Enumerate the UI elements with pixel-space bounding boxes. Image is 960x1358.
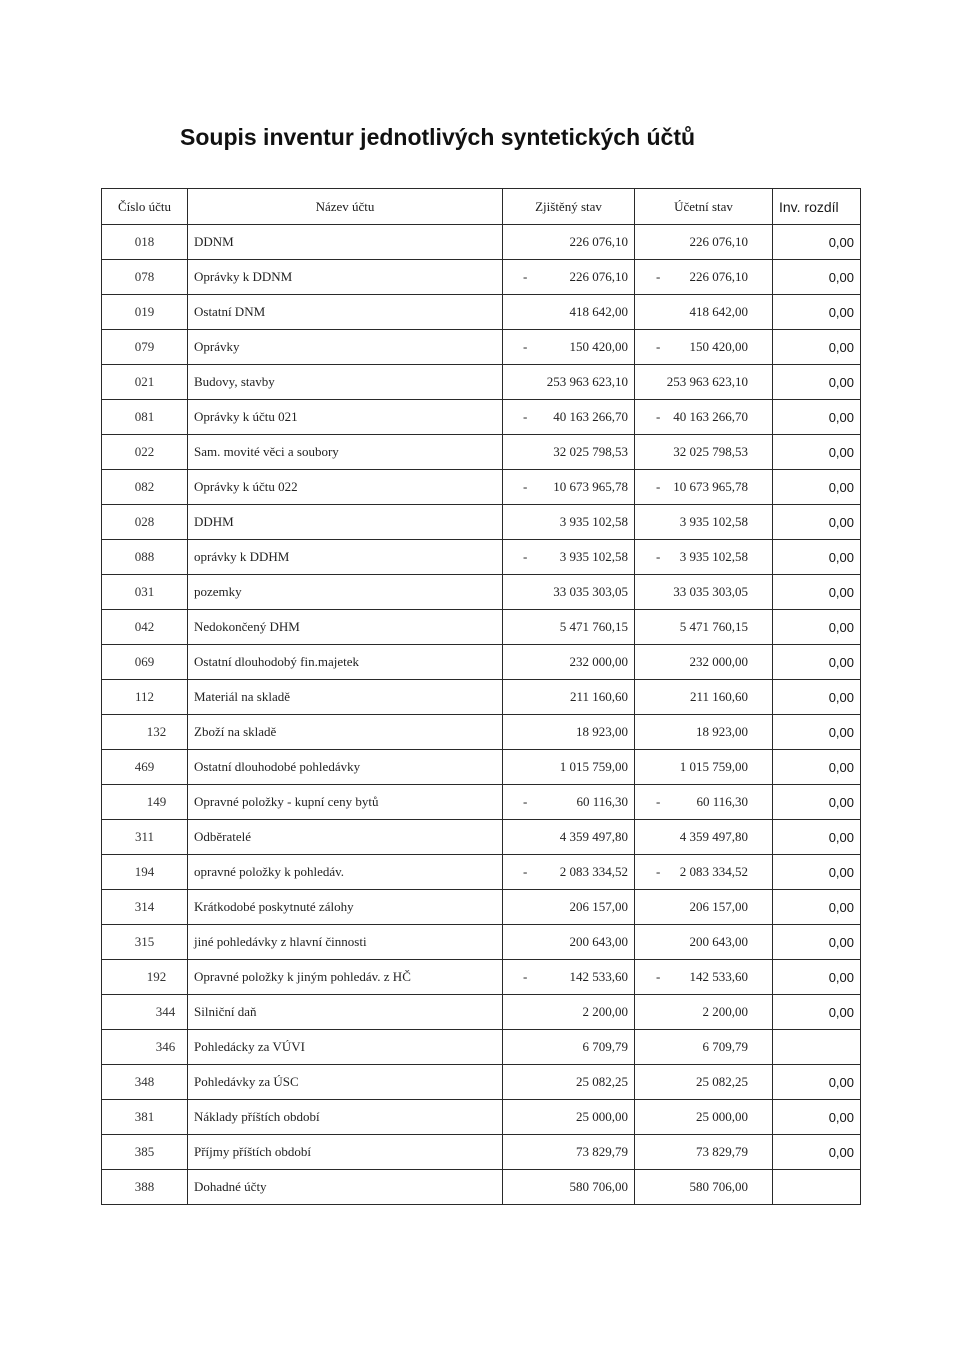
account-number: 069: [102, 645, 188, 680]
found-state-cell: [503, 505, 635, 540]
accounting-value: 2 200,00: [702, 1004, 748, 1019]
table-row: [102, 925, 861, 960]
account-number: 344: [102, 995, 188, 1030]
inventory-difference: 0,00: [773, 1100, 861, 1135]
accounting-state-cell: [635, 225, 773, 260]
account-name: Příjmy příštích období: [188, 1135, 503, 1170]
table-row: [102, 610, 861, 645]
found-sign: -: [523, 269, 528, 284]
accounting-state-cell: [635, 1170, 773, 1205]
accounting-sign: -: [656, 339, 661, 354]
account-number: 019: [102, 295, 188, 330]
accounting-value: 18 923,00: [696, 724, 748, 739]
found-value: 40 163 266,70: [553, 409, 628, 424]
account-number: 149: [102, 785, 188, 820]
account-number: 194: [102, 855, 188, 890]
account-number: 079: [102, 330, 188, 365]
found-value: 150 420,00: [569, 339, 628, 354]
found-state-cell: [503, 960, 635, 995]
table-row: [102, 995, 861, 1030]
account-name: Materiál na skladě: [188, 680, 503, 715]
table-row: [102, 1135, 861, 1170]
account-name: Opravné položky - kupní ceny bytů: [188, 785, 503, 820]
table-row: [102, 470, 861, 505]
account-number: 018: [102, 225, 188, 260]
found-state-cell: [503, 330, 635, 365]
found-state-cell: [503, 820, 635, 855]
found-state-cell: [503, 680, 635, 715]
found-value: 418 642,00: [569, 304, 628, 319]
accounting-state-cell: [635, 995, 773, 1030]
account-name: Sam. movité věci a soubory: [188, 435, 503, 470]
accounting-sign: -: [656, 269, 661, 284]
account-number: 314: [102, 890, 188, 925]
inventory-table: [101, 188, 861, 1205]
accounting-value: 60 116,30: [696, 794, 748, 809]
table-row: [102, 295, 861, 330]
found-value: 73 829,79: [576, 1144, 628, 1159]
accounting-state-cell: [635, 470, 773, 505]
inventory-difference: 0,00: [773, 715, 861, 750]
found-state-cell: [503, 645, 635, 680]
found-state-cell: [503, 1065, 635, 1100]
found-value: 60 116,30: [576, 794, 628, 809]
table-row: [102, 680, 861, 715]
accounting-state-cell: [635, 890, 773, 925]
inventory-difference: 0,00: [773, 295, 861, 330]
accounting-sign: -: [656, 969, 661, 984]
found-state-cell: [503, 470, 635, 505]
inventory-difference: 0,00: [773, 960, 861, 995]
accounting-value: 3 935 102,58: [679, 514, 748, 529]
account-number: 381: [102, 1100, 188, 1135]
found-value: 142 533,60: [569, 969, 628, 984]
account-number: 081: [102, 400, 188, 435]
accounting-state-cell: [635, 365, 773, 400]
inventory-difference: 0,00: [773, 1065, 861, 1100]
accounting-value: 226 076,10: [689, 269, 748, 284]
accounting-state-cell: [635, 715, 773, 750]
table-row: [102, 540, 861, 575]
account-number: 042: [102, 610, 188, 645]
accounting-value: 5 471 760,15: [679, 619, 748, 634]
accounting-state-cell: [635, 1100, 773, 1135]
table-row: [102, 645, 861, 680]
accounting-value: 226 076,10: [689, 234, 748, 249]
account-number: 088: [102, 540, 188, 575]
accounting-value: 6 709,79: [702, 1039, 748, 1054]
found-state-cell: [503, 715, 635, 750]
inventory-difference: 0,00: [773, 890, 861, 925]
found-value: 2 083 334,52: [559, 864, 628, 879]
table-header-row: [102, 189, 861, 225]
inventory-difference: 0,00: [773, 470, 861, 505]
header-account-name: Název účtu: [188, 189, 503, 225]
accounting-value: 10 673 965,78: [673, 479, 748, 494]
found-sign: -: [523, 794, 528, 809]
accounting-state-cell: [635, 1135, 773, 1170]
table-row: [102, 1100, 861, 1135]
found-value: 4 359 497,80: [559, 829, 628, 844]
found-value: 2 200,00: [582, 1004, 628, 1019]
account-name: DDNM: [188, 225, 503, 260]
account-name: Oprávky k DDNM: [188, 260, 503, 295]
found-state-cell: [503, 995, 635, 1030]
account-number: 315: [102, 925, 188, 960]
inventory-difference: 0,00: [773, 925, 861, 960]
account-number: 311: [102, 820, 188, 855]
header-found-state: Zjištěný stav: [503, 189, 635, 225]
found-value: 25 000,00: [576, 1109, 628, 1124]
table-row: [102, 330, 861, 365]
accounting-state-cell: [635, 1030, 773, 1065]
accounting-value: 25 082,25: [696, 1074, 748, 1089]
accounting-value: 206 157,00: [689, 899, 748, 914]
account-name: pozemky: [188, 575, 503, 610]
inventory-difference: 0,00: [773, 435, 861, 470]
accounting-state-cell: [635, 505, 773, 540]
account-number: 346: [102, 1030, 188, 1065]
account-number: 112: [102, 680, 188, 715]
inventory-difference: 0,00: [773, 645, 861, 680]
accounting-state-cell: [635, 260, 773, 295]
inventory-difference: 0,00: [773, 855, 861, 890]
table-row: [102, 400, 861, 435]
account-name: Oprávky k účtu 021: [188, 400, 503, 435]
account-number: 192: [102, 960, 188, 995]
found-sign: -: [523, 969, 528, 984]
accounting-state-cell: [635, 645, 773, 680]
found-value: 211 160,60: [569, 689, 628, 704]
accounting-state-cell: [635, 330, 773, 365]
table-body: [102, 225, 861, 1205]
found-state-cell: [503, 1100, 635, 1135]
found-value: 3 935 102,58: [559, 514, 628, 529]
found-state-cell: [503, 225, 635, 260]
found-value: 10 673 965,78: [553, 479, 628, 494]
account-name: Odběratelé: [188, 820, 503, 855]
accounting-value: 25 000,00: [696, 1109, 748, 1124]
found-state-cell: [503, 785, 635, 820]
account-name: Ostatní DNM: [188, 295, 503, 330]
found-state-cell: [503, 365, 635, 400]
accounting-state-cell: [635, 680, 773, 715]
accounting-state-cell: [635, 295, 773, 330]
accounting-value: 73 829,79: [696, 1144, 748, 1159]
inventory-difference: 0,00: [773, 225, 861, 260]
header-accounting-state: Účetní stav: [635, 189, 773, 225]
account-name: Náklady příštích období: [188, 1100, 503, 1135]
account-name: Pohledávky za ÚSC: [188, 1065, 503, 1100]
account-name: Nedokončený DHM: [188, 610, 503, 645]
table-row: [102, 785, 861, 820]
inventory-difference: 0,00: [773, 750, 861, 785]
inventory-difference: 0,00: [773, 260, 861, 295]
accounting-state-cell: [635, 610, 773, 645]
account-number: 469: [102, 750, 188, 785]
table-row: [102, 715, 861, 750]
accounting-state-cell: [635, 855, 773, 890]
found-value: 226 076,10: [569, 234, 628, 249]
found-state-cell: [503, 1135, 635, 1170]
account-name: Ostatní dlouhodobý fin.majetek: [188, 645, 503, 680]
accounting-state-cell: [635, 785, 773, 820]
accounting-value: 232 000,00: [689, 654, 748, 669]
table-row: [102, 750, 861, 785]
inventory-difference: 0,00: [773, 365, 861, 400]
account-name: Ostatní dlouhodobé pohledávky: [188, 750, 503, 785]
account-number: 132: [102, 715, 188, 750]
account-name: oprávky k DDHM: [188, 540, 503, 575]
accounting-state-cell: [635, 750, 773, 785]
account-number: 082: [102, 470, 188, 505]
found-value: 33 035 303,05: [553, 584, 628, 599]
account-number: 388: [102, 1170, 188, 1205]
found-state-cell: [503, 750, 635, 785]
accounting-sign: -: [656, 479, 661, 494]
accounting-state-cell: [635, 960, 773, 995]
found-state-cell: [503, 890, 635, 925]
accounting-state-cell: [635, 820, 773, 855]
account-name: Budovy, stavby: [188, 365, 503, 400]
found-state-cell: [503, 575, 635, 610]
accounting-state-cell: [635, 925, 773, 960]
account-name: Zboží na skladě: [188, 715, 503, 750]
table-row: [102, 890, 861, 925]
account-name: Pohledácky za VÚVI: [188, 1030, 503, 1065]
inventory-difference: 0,00: [773, 610, 861, 645]
inventory-difference: 0,00: [773, 575, 861, 610]
found-state-cell: [503, 610, 635, 645]
accounting-state-cell: [635, 400, 773, 435]
accounting-value: 200 643,00: [689, 934, 748, 949]
inventory-difference: 0,00: [773, 680, 861, 715]
accounting-value: 580 706,00: [689, 1179, 748, 1194]
found-value: 232 000,00: [569, 654, 628, 669]
inventory-difference: 0,00: [773, 540, 861, 575]
accounting-value: 32 025 798,53: [673, 444, 748, 459]
accounting-sign: -: [656, 864, 661, 879]
found-value: 25 082,25: [576, 1074, 628, 1089]
accounting-value: 40 163 266,70: [673, 409, 748, 424]
accounting-value: 418 642,00: [689, 304, 748, 319]
account-number: 078: [102, 260, 188, 295]
accounting-state-cell: [635, 575, 773, 610]
account-name: Oprávky: [188, 330, 503, 365]
account-name: Krátkodobé poskytnuté zálohy: [188, 890, 503, 925]
found-value: 226 076,10: [569, 269, 628, 284]
accounting-value: 211 160,60: [689, 689, 748, 704]
found-state-cell: [503, 855, 635, 890]
account-name: Opravné položky k jiným pohledáv. z HČ: [188, 960, 503, 995]
found-value: 580 706,00: [569, 1179, 628, 1194]
found-state-cell: [503, 295, 635, 330]
found-value: 32 025 798,53: [553, 444, 628, 459]
found-sign: -: [523, 549, 528, 564]
found-state-cell: [503, 925, 635, 960]
found-value: 3 935 102,58: [559, 549, 628, 564]
inventory-difference: 0,00: [773, 505, 861, 540]
inventory-difference: [773, 1170, 861, 1205]
account-number: 031: [102, 575, 188, 610]
accounting-state-cell: [635, 540, 773, 575]
account-number: 385: [102, 1135, 188, 1170]
inventory-difference: [773, 1030, 861, 1065]
table-row: [102, 575, 861, 610]
table-row: [102, 225, 861, 260]
accounting-value: 150 420,00: [689, 339, 748, 354]
found-state-cell: [503, 435, 635, 470]
table-row: [102, 365, 861, 400]
inventory-difference: 0,00: [773, 1135, 861, 1170]
header-inventory-difference: Inv. rozdíl: [773, 189, 861, 225]
account-number: 028: [102, 505, 188, 540]
accounting-value: 4 359 497,80: [679, 829, 748, 844]
accounting-value: 3 935 102,58: [679, 549, 748, 564]
account-number: 022: [102, 435, 188, 470]
table-row: [102, 260, 861, 295]
found-state-cell: [503, 1170, 635, 1205]
account-name: Oprávky k účtu 022: [188, 470, 503, 505]
found-value: 1 015 759,00: [559, 759, 628, 774]
table-row: [102, 435, 861, 470]
account-name: DDHM: [188, 505, 503, 540]
inventory-difference: 0,00: [773, 820, 861, 855]
found-value: 253 963 623,10: [546, 374, 628, 389]
table-row: [102, 960, 861, 995]
found-value: 6 709,79: [582, 1039, 628, 1054]
found-sign: -: [523, 339, 528, 354]
found-value: 206 157,00: [569, 899, 628, 914]
found-sign: -: [523, 864, 528, 879]
accounting-value: 1 015 759,00: [679, 759, 748, 774]
accounting-sign: -: [656, 549, 661, 564]
table-row: [102, 855, 861, 890]
found-state-cell: [503, 260, 635, 295]
accounting-value: 33 035 303,05: [673, 584, 748, 599]
table-row: [102, 820, 861, 855]
found-state-cell: [503, 400, 635, 435]
table-row: [102, 505, 861, 540]
account-number: 348: [102, 1065, 188, 1100]
document-title: Soupis inventur jednotlivých syntetických účtů: [180, 124, 696, 150]
accounting-value: 2 083 334,52: [679, 864, 748, 879]
found-state-cell: [503, 1030, 635, 1065]
accounting-sign: -: [656, 409, 661, 424]
account-name: jiné pohledávky z hlavní činnosti: [188, 925, 503, 960]
inventory-difference: 0,00: [773, 330, 861, 365]
inventory-difference: 0,00: [773, 400, 861, 435]
accounting-state-cell: [635, 435, 773, 470]
account-name: Silniční daň: [188, 995, 503, 1030]
found-state-cell: [503, 540, 635, 575]
account-name: Dohadné účty: [188, 1170, 503, 1205]
found-value: 18 923,00: [576, 724, 628, 739]
accounting-state-cell: [635, 1065, 773, 1100]
table-row: [102, 1170, 861, 1205]
accounting-sign: -: [656, 794, 661, 809]
table-row: [102, 1030, 861, 1065]
inventory-difference: 0,00: [773, 995, 861, 1030]
accounting-value: 253 963 623,10: [666, 374, 748, 389]
account-number: 021: [102, 365, 188, 400]
found-sign: -: [523, 479, 528, 494]
found-sign: -: [523, 409, 528, 424]
account-name: opravné položky k pohledáv.: [188, 855, 503, 890]
accounting-value: 142 533,60: [689, 969, 748, 984]
found-value: 5 471 760,15: [559, 619, 628, 634]
table-row: [102, 1065, 861, 1100]
inventory-difference: 0,00: [773, 785, 861, 820]
header-account-number: Číslo účtu: [102, 189, 188, 225]
found-value: 200 643,00: [569, 934, 628, 949]
